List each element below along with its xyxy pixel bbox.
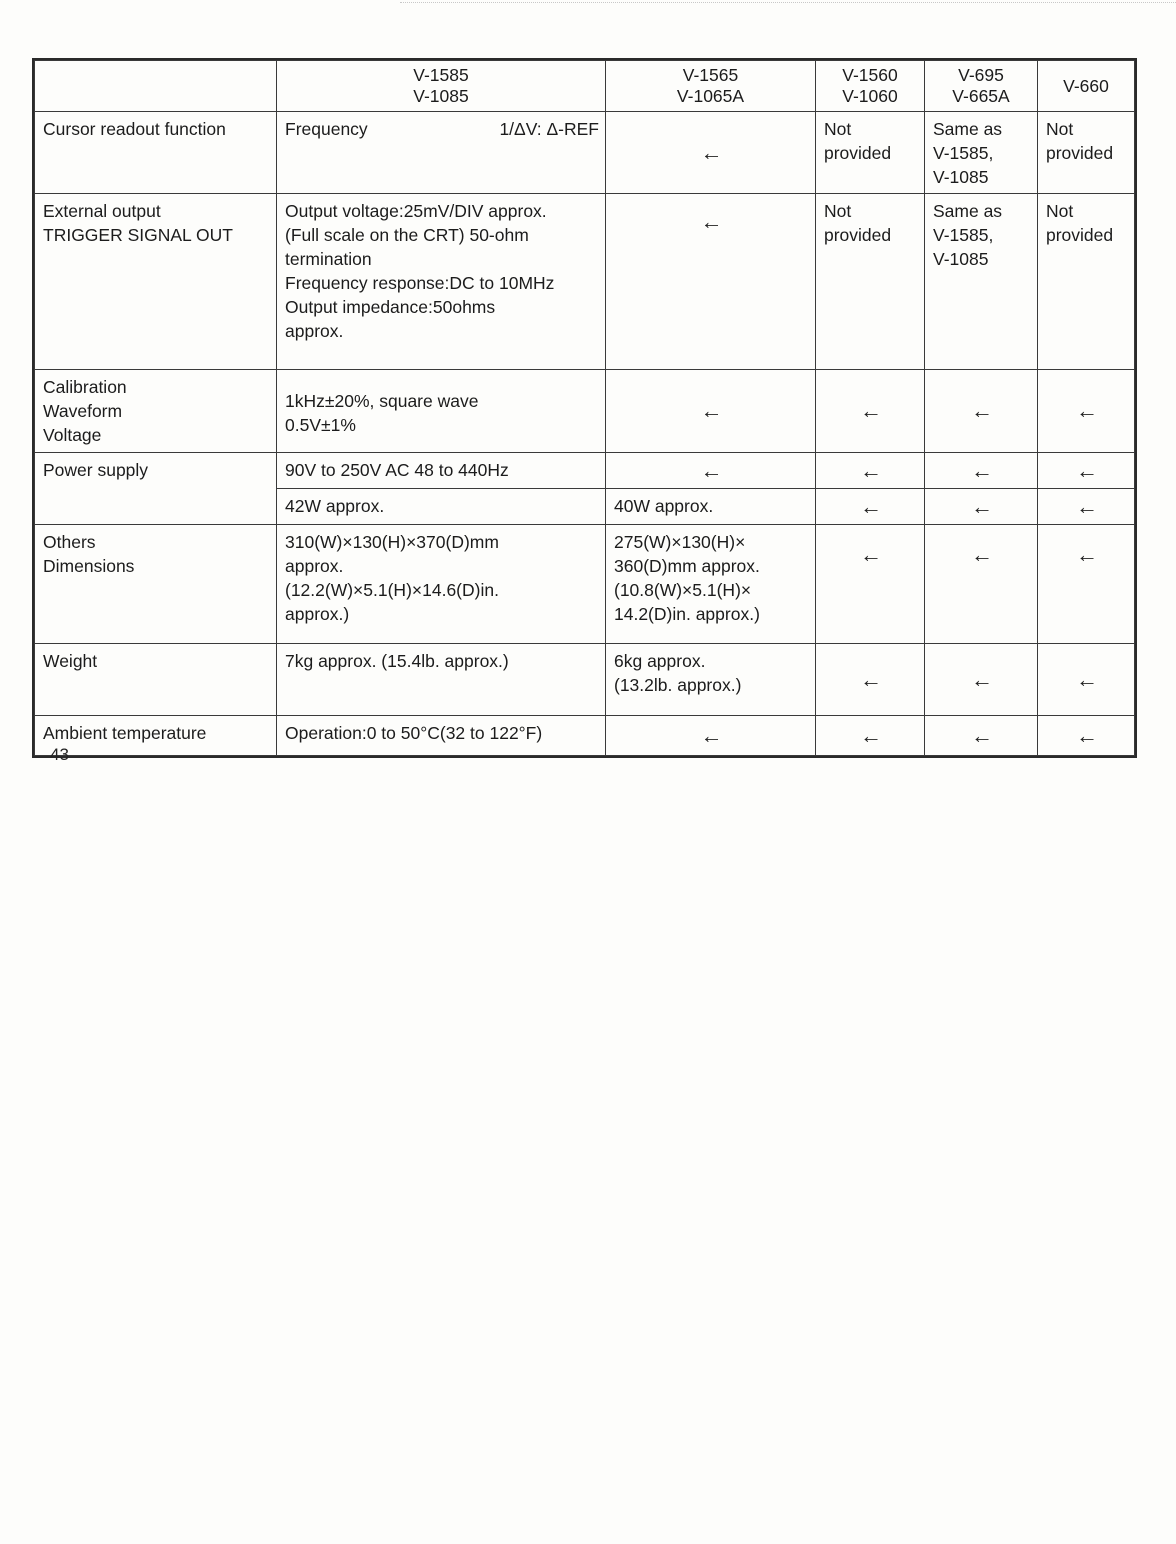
scan-edge-dots — [400, 2, 1176, 3]
cell-v1585: Output voltage:25mV/DIV approx. (Full scale on the CRT) 50-ohm termination Frequency response:DC to 10MHz Output impedance:50ohms approx. — [277, 194, 606, 370]
header-blank — [35, 61, 277, 112]
cell-v1560 — [816, 644, 925, 716]
left-arrow-icon: ← — [860, 666, 882, 692]
left-arrow-icon: ← — [971, 722, 993, 748]
cell-v695 — [925, 370, 1038, 453]
cell-v1585: 90V to 250V AC 48 to 440Hz — [277, 453, 606, 489]
table-row-calibration — [35, 370, 1135, 453]
left-arrow-icon: ← — [1076, 493, 1098, 519]
cell-v660: Not provided — [1038, 194, 1135, 370]
table-row-external-output — [35, 194, 1135, 370]
left-arrow-icon: ← — [700, 209, 723, 234]
cell-v1585: 1kHz±20%, square wave 0.5V±1% — [277, 370, 606, 453]
cell-v1585: Frequency 1/ΔV: Δ-REF — [277, 112, 606, 194]
header-v1565: V-1565 V-1065A — [606, 61, 816, 112]
row-label: Others Dimensions — [35, 525, 277, 644]
cell-v1565 — [606, 112, 816, 194]
row-label: External output TRIGGER SIGNAL OUT — [35, 194, 277, 370]
cell-v695: Same as V-1585, V-1085 — [925, 194, 1038, 370]
cell-v1560 — [816, 525, 925, 644]
left-arrow-icon: ← — [971, 398, 993, 423]
left-arrow-icon: ← — [860, 457, 882, 483]
left-arrow-icon: ← — [1076, 666, 1098, 692]
cell-v660 — [1038, 716, 1135, 756]
left-arrow-icon: ← — [971, 542, 993, 567]
left-arrow-icon: ← — [700, 722, 723, 748]
row-label: Power supply — [35, 453, 277, 525]
table-row-power-voltage — [35, 453, 1135, 489]
cell-v1565: 275(W)×130(H)× 360(D)mm approx. (10.8(W)×5.1(H)× 14.2(D)in. approx.) — [606, 525, 816, 644]
left-arrow-icon: ← — [1076, 457, 1098, 483]
left-arrow-icon: ← — [1076, 398, 1098, 423]
cell-v695 — [925, 716, 1038, 756]
cell-v660 — [1038, 644, 1135, 716]
header-v660: V-660 — [1038, 61, 1135, 112]
cell-v695: Same as V-1585, V-1085 — [925, 112, 1038, 194]
left-arrow-icon: ← — [700, 139, 723, 165]
spec-table — [34, 60, 1135, 756]
left-arrow-icon: ← — [860, 493, 882, 519]
cell-v1560 — [816, 716, 925, 756]
cell-v695 — [925, 644, 1038, 716]
left-arrow-icon: ← — [1076, 722, 1098, 748]
cell-v1560 — [816, 370, 925, 453]
cell-v1565 — [606, 716, 816, 756]
cell-v1585: 310(W)×130(H)×370(D)mm approx. (12.2(W)×5.1(H)×14.6(D)in. approx.) — [277, 525, 606, 644]
left-arrow-icon: ← — [860, 398, 882, 423]
cell-v695 — [925, 453, 1038, 489]
header-row — [35, 61, 1135, 112]
table-row-weight — [35, 644, 1135, 716]
cell-v1585: 42W approx. — [277, 489, 606, 525]
row-label: Weight — [35, 644, 277, 716]
left-arrow-icon: ← — [971, 457, 993, 483]
cell-v695 — [925, 525, 1038, 644]
table-row-cursor — [35, 112, 1135, 194]
cell-v660 — [1038, 370, 1135, 453]
table-row-dimensions — [35, 525, 1135, 644]
left-arrow-icon: ← — [860, 722, 882, 748]
row-label: Ambient temperature — [35, 716, 277, 756]
left-arrow-icon: ← — [700, 398, 723, 423]
cell-v1560: Not provided — [816, 194, 925, 370]
left-arrow-icon: ← — [860, 542, 882, 567]
left-arrow-icon: ← — [971, 493, 993, 519]
cell-v1565 — [606, 453, 816, 489]
cell-v660: Not provided — [1038, 112, 1135, 194]
header-v1585: V-1585 V-1085 — [277, 61, 606, 112]
cell-v1585: 7kg approx. (15.4lb. approx.) — [277, 644, 606, 716]
cell-v660 — [1038, 525, 1135, 644]
cell-v1560: Not provided — [816, 112, 925, 194]
left-arrow-icon: ← — [700, 457, 723, 483]
cell-v1585: Operation:0 to 50°C(32 to 122°F) — [277, 716, 606, 756]
spec-table-frame — [32, 58, 1137, 758]
row-label: Calibration Waveform Voltage — [35, 370, 277, 453]
table-row-ambient — [35, 716, 1135, 756]
cell-v660 — [1038, 489, 1135, 525]
cell-v1565: 40W approx. — [606, 489, 816, 525]
cell-v1560 — [816, 489, 925, 525]
header-v695: V-695 V-665A — [925, 61, 1038, 112]
header-v1560: V-1560 V-1060 — [816, 61, 925, 112]
cell-v1565 — [606, 194, 816, 370]
left-arrow-icon: ← — [1076, 542, 1098, 567]
cell-v1560 — [816, 453, 925, 489]
cell-v695 — [925, 489, 1038, 525]
page-number: 43 — [50, 745, 69, 764]
left-arrow-icon: ← — [971, 666, 993, 692]
cell-v1565 — [606, 370, 816, 453]
cell-v660 — [1038, 453, 1135, 489]
row-label: Cursor readout function — [35, 112, 277, 194]
cell-v1565: 6kg approx. (13.2lb. approx.) — [606, 644, 816, 716]
